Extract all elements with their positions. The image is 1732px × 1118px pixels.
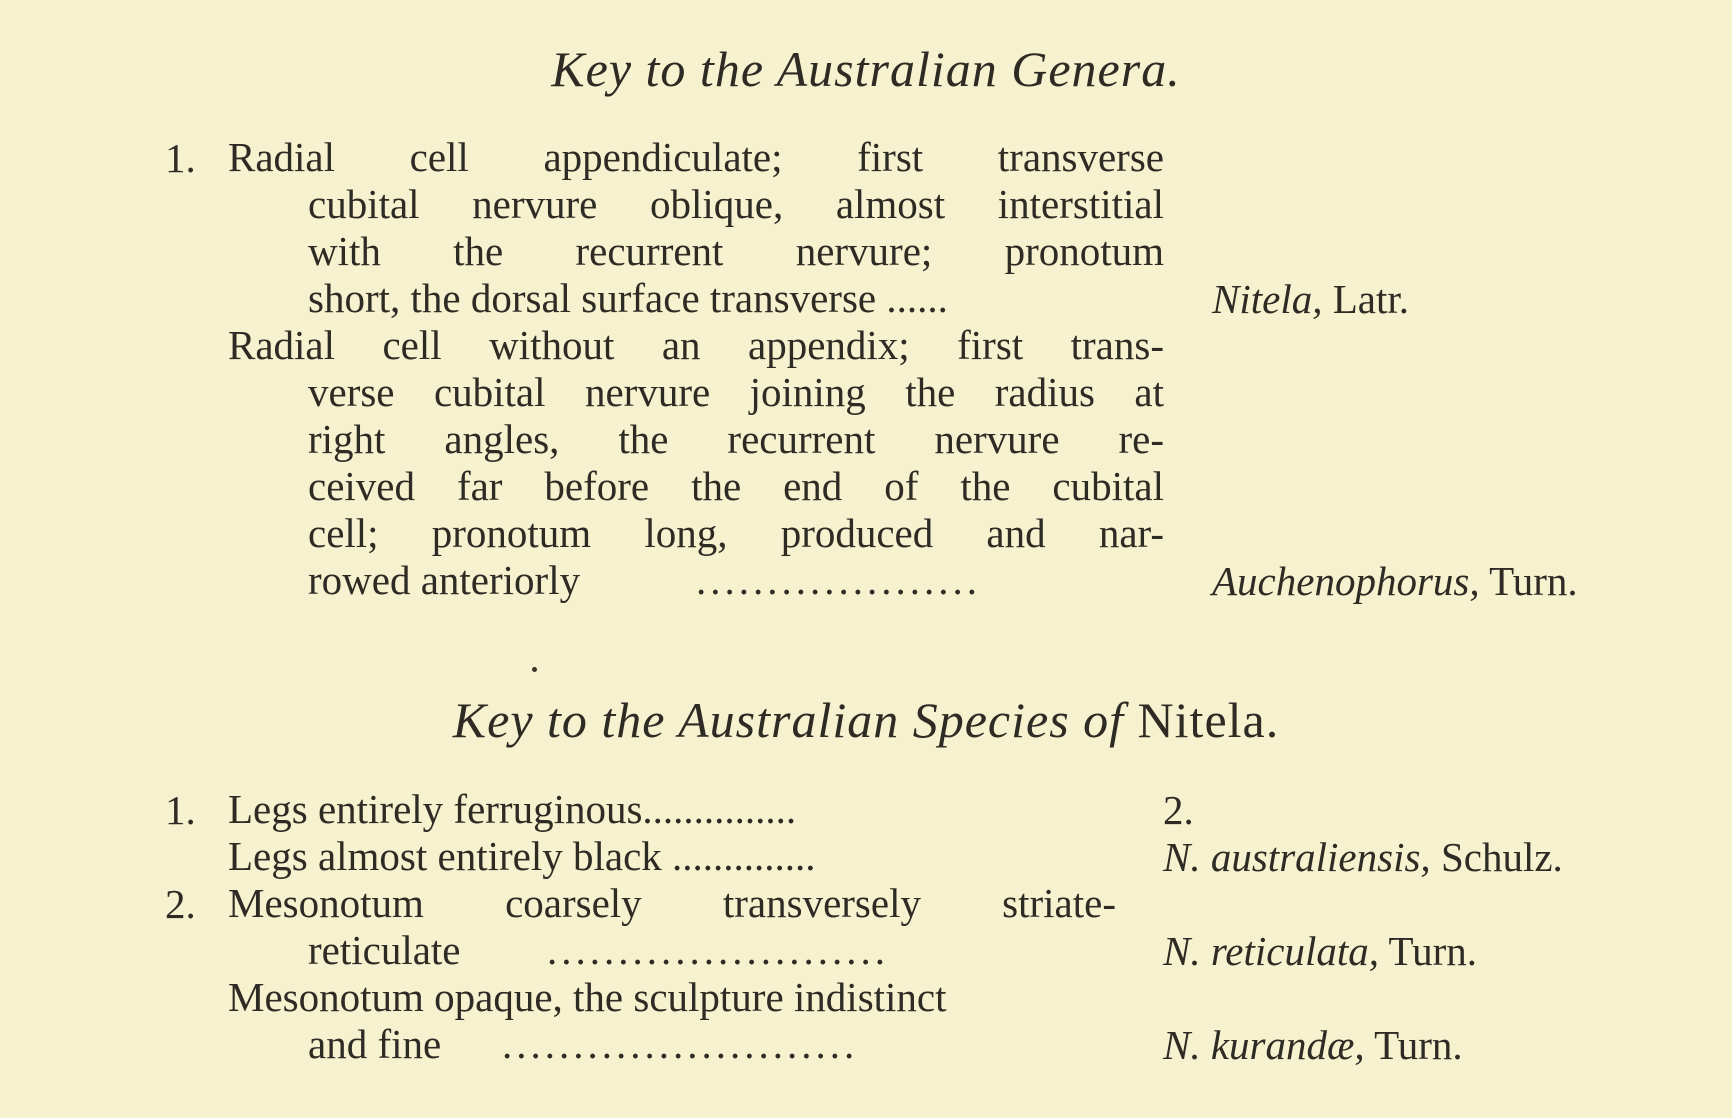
species-name: N. australiensis, xyxy=(1163,834,1431,880)
genera-lead-2-line-2: verse cubital nervure joining the radius at xyxy=(308,369,1164,415)
species-c2-lead-a-line-2: reticulate xyxy=(308,927,461,973)
species-key-title-genus: Nitela. xyxy=(1137,692,1280,748)
genera-result-1 xyxy=(1212,275,1409,323)
print-speck xyxy=(532,667,537,672)
genera-lead-1-line-3: with the recurrent nervure; pronotum xyxy=(308,228,1164,274)
genus-author: Turn. xyxy=(1489,558,1578,604)
genus-name: Nitela, xyxy=(1212,276,1323,322)
species-c1-lead-b: Legs almost entirely black .............. xyxy=(228,833,816,879)
genera-lead-1-line-2: cubital nervure oblique, almost interstitial xyxy=(308,181,1164,227)
species-couplet-2-number: 2. xyxy=(165,881,196,927)
species-author: Turn. xyxy=(1388,928,1478,974)
species-c2-lead-a-leader-dots: ........................ xyxy=(547,927,889,973)
genera-result-2 xyxy=(1212,557,1578,605)
genus-name: Auchenophorus, xyxy=(1212,558,1480,604)
species-couplet-1-number: 1. xyxy=(165,787,196,833)
species-key-title-italic: Key to the Australian Species of xyxy=(452,692,1125,748)
species-c2-lead-b-leader-dots: ......................... xyxy=(502,1021,859,1067)
species-c2-result-b xyxy=(1163,1021,1463,1069)
genera-couplet-number: 1. xyxy=(165,135,196,181)
species-key-title xyxy=(0,691,1732,749)
species-c2-lead-b-line-2: and fine xyxy=(308,1021,442,1067)
genera-key-title: Key to the Australian Genera. xyxy=(551,41,1181,97)
species-name: N. reticulata, xyxy=(1163,928,1379,974)
genera-lead-1-line-1: Radial cell appendiculate; first transverse xyxy=(228,134,1164,180)
genera-lead-2-line-1: Radial cell without an appendix; first trans- xyxy=(228,322,1164,368)
species-name: N. kurandæ, xyxy=(1163,1022,1365,1068)
species-c1-result-a: 2. xyxy=(1163,787,1194,833)
genera-lead-2-line-5: cell; pronotum long, produced and nar- xyxy=(308,510,1164,556)
species-c2-result-a xyxy=(1163,927,1477,975)
genera-lead-2-line-6: rowed anteriorly xyxy=(308,557,581,603)
genera-lead-2-leader-dots: .................... xyxy=(696,557,981,603)
species-author: Turn. xyxy=(1374,1022,1463,1068)
species-c1-result-b xyxy=(1163,833,1563,881)
genus-author: Latr. xyxy=(1332,276,1409,322)
species-c2-lead-b-line-1: Mesonotum opaque, the sculpture indistinct xyxy=(228,974,947,1020)
genera-lead-2-line-4: ceived far before the end of the cubital xyxy=(308,463,1164,509)
genera-lead-2-line-3: right angles, the recurrent nervure re- xyxy=(308,416,1164,462)
species-author: Schulz. xyxy=(1440,834,1563,880)
species-c2-lead-a-line-1: Mesonotum coarsely transversely striate- xyxy=(228,880,1116,926)
species-c1-lead-a: Legs entirely ferruginous............... xyxy=(228,786,797,832)
genera-lead-1-line-4: short, the dorsal surface transverse ...... xyxy=(308,275,948,321)
